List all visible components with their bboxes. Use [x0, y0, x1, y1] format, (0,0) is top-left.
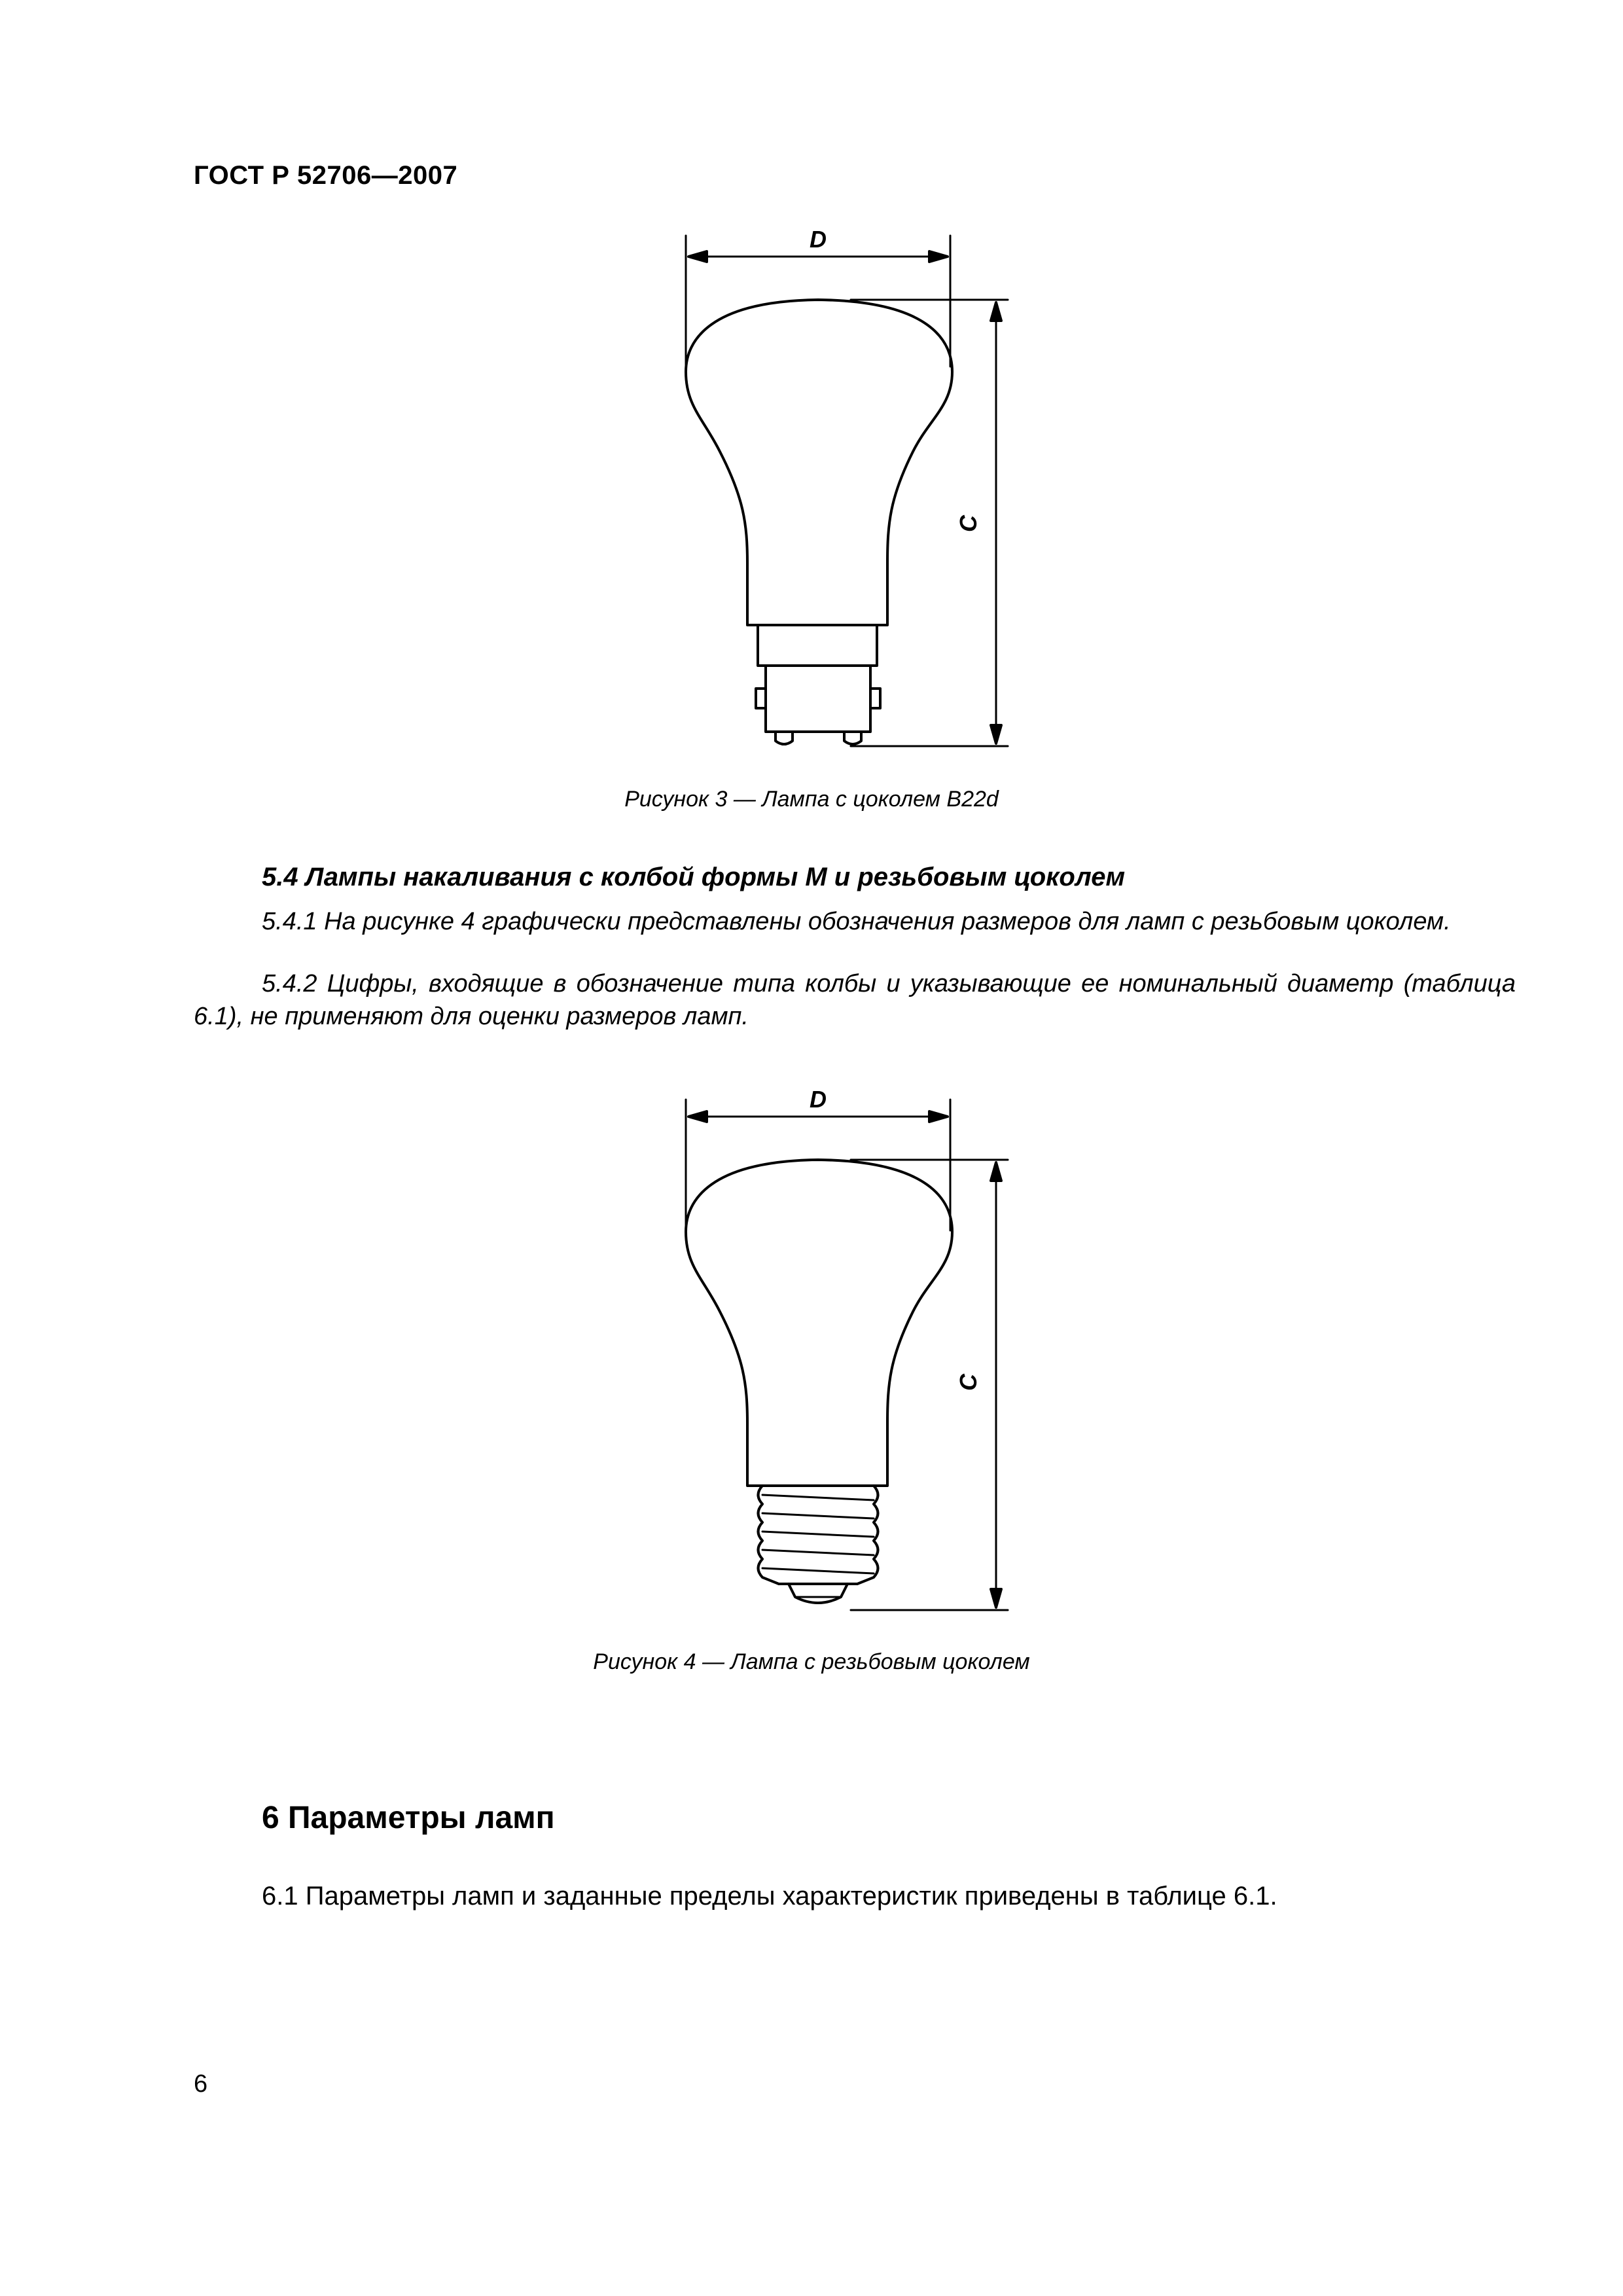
figure-4-c-label: C: [955, 1374, 982, 1391]
paragraph-5-4-2: [194, 967, 1516, 1033]
document-header: ГОСТ Р 52706—2007: [194, 161, 458, 190]
paragraph-6-1: 6.1 Параметры ламп и заданные пределы характеристик приведены в таблице 6.1.: [262, 1882, 1277, 1910]
figure-4-d-label: D: [810, 1086, 827, 1113]
paragraph-5-4-2-text: 5.4.2 Цифры, входящие в обозначение типа колбы и указывающие ее номинальный диаметр (таблица 6.1), не применяют для оценки размеров ламп.: [194, 970, 1516, 1030]
section-5-4-heading: 5.4 Лампы накаливания с колбой формы M и резьбовым цоколем: [262, 863, 1126, 891]
figure-3-lamp-b22d-drawing: [0, 216, 1623, 779]
section-6-heading: 6 Параметры ламп: [262, 1801, 555, 1835]
paragraph-5-4-1: [194, 905, 1516, 938]
page-number: 6: [194, 2070, 208, 2098]
paragraph-5-4-1-text: 5.4.1 На рисунке 4 графически представлены обозначения размеров для ламп с резьбовым цоколем.: [262, 908, 1451, 935]
figure-3-d-label: D: [810, 226, 827, 253]
figure-4-caption: Рисунок 4 — Лампа с резьбовым цоколем: [593, 1649, 1030, 1674]
figure-4-lamp-screw-drawing: [0, 1080, 1623, 1636]
figure-3-c-label: C: [955, 515, 982, 532]
figure-3-caption: Рисунок 3 — Лампа с цоколем B22d: [624, 787, 999, 812]
